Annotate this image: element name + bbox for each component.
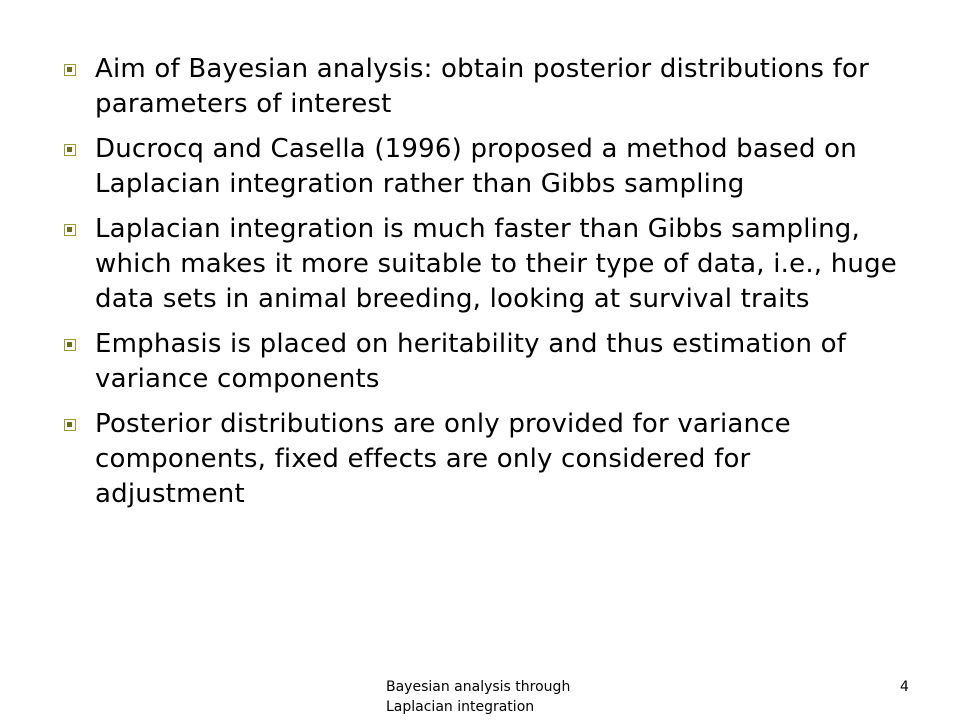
square-bullet-icon (64, 64, 76, 76)
bullet-text: Emphasis is placed on heritability and thus estimation of variance components (95, 329, 847, 394)
bullet-list (64, 52, 904, 522)
list-item (64, 52, 904, 122)
footer-title (386, 677, 626, 717)
bullet-text: Posterior distributions are only provided for variance components, fixed effects are only considered for adjustment (95, 409, 791, 509)
square-bullet-icon (64, 144, 76, 156)
square-bullet-icon (64, 224, 76, 236)
list-item (64, 407, 904, 512)
bullet-text: Aim of Bayesian analysis: obtain posterior distributions for parameters of interest (95, 54, 869, 119)
page-number: 4 (900, 679, 909, 695)
bullet-text: Ducrocq and Casella (1996) proposed a method based on Laplacian integration rather than Gibbs sampling (95, 134, 857, 199)
footer-title-line: Laplacian integration (386, 699, 535, 715)
list-item (64, 212, 904, 317)
footer-title-line: Bayesian analysis through (386, 679, 571, 695)
bullet-text: Laplacian integration is much faster than Gibbs sampling, which makes it more suitable to their type of data, i.e., huge data sets in animal breeding, looking at survival traits (95, 214, 897, 314)
square-bullet-icon (64, 419, 76, 431)
list-item (64, 327, 904, 397)
list-item (64, 132, 904, 202)
square-bullet-icon (64, 339, 76, 351)
